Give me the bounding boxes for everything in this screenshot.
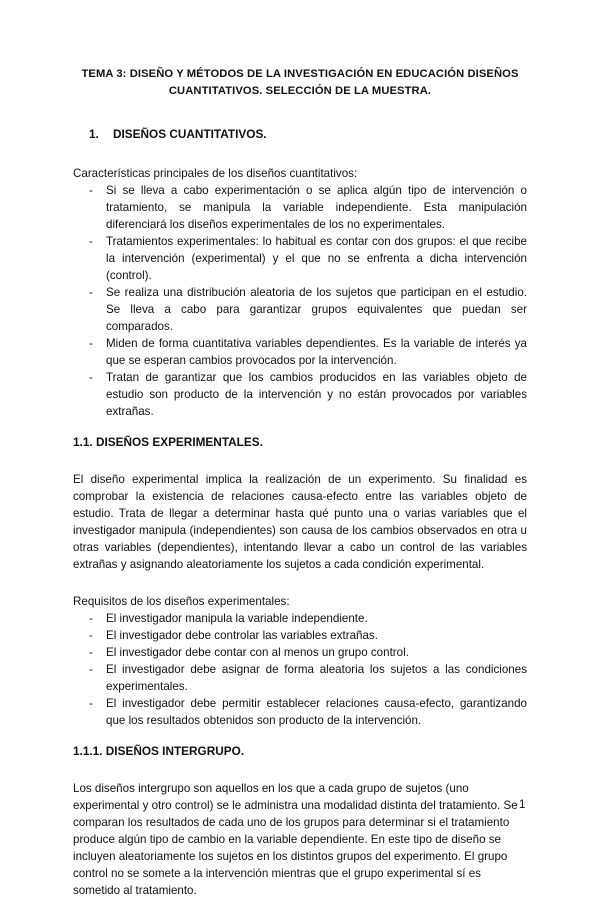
requirements-list <box>73 610 527 729</box>
document-page <box>73 66 527 899</box>
section-number: 1. <box>89 127 99 141</box>
list-item: - Si se lleva a cabo experimentación o se aplica algún tipo de intervención o tratamiento, se manipula la variable independiente. Esta manipulación diferenciará los diseños experimentales de los no experimentales. <box>73 182 527 233</box>
list-item: - El investigador debe contar con al menos un grupo control. <box>73 644 527 661</box>
list-item: - El investigador manipula la variable independiente. <box>73 610 527 627</box>
intergroup-paragraph: Los diseños intergrupo son aquellos en los que a cada grupo de sujetos (uno experimental y otro control) se le administra una modalidad distinta del tratamiento. Se comparan los resultados de cada uno de los grupos para determinar si el tratamiento produce algún tipo de cambio en la variable dependiente. En este tipo de diseño se incluyen aleatoriamente los sujetos en los distintos grupos del experimento. El grupo control no se somete a la intervención mientras que el grupo experimental sí es sometido al tratamiento. <box>73 782 518 897</box>
experimental-design-paragraph: El diseño experimental implica la realización de un experimento. Su finalidad es comprobar la existencia de relaciones causa-efecto entre las variables objeto de estudio. Trata de llegar a determinar hasta qué punto una o varias variables que el investigador manipula (independientes) son causa de los cambios observados en otra u otras variables (dependientes), intentando llevar a cabo un control de las variables extrañas y asignando aleatoriamente los sujetos a cada condición experimental. <box>73 473 527 571</box>
section-heading-1-1-1: 1.1.1. DISEÑOS INTERGRUPO. <box>73 744 245 758</box>
list-item: - Miden de forma cuantitativa variables dependientes. Es la variable de interés ya que se esperan cambios provocados por la intervención. <box>73 335 527 369</box>
list-item: - El investigador debe asignar de forma aleatoria los sujetos a las condiciones experimentales. <box>73 661 527 695</box>
requirements-intro: Requisitos de los diseños experimentales: <box>73 595 290 608</box>
list-item: - El investigador debe controlar las variables extrañas. <box>73 627 527 644</box>
list-item: - El investigador debe permitir establecer relaciones causa-efecto, garantizando que los resultados obtenidos son producto de la intervención. <box>73 695 527 729</box>
document-title: TEMA 3: DISEÑO Y MÉTODOS DE LA INVESTIGACIÓN EN EDUCACIÓN DISEÑOS CUANTITATIVOS. SELECCIÓN DE LA MUESTRA. <box>81 68 519 97</box>
list-item: - Se realiza una distribución aleatoria de los sujetos que participan en el estudio. Se lleva a cabo para garantizar grupos equivalentes que puedan ser comparados. <box>73 284 527 335</box>
section-heading-text: DISEÑOS CUANTITATIVOS. <box>113 127 267 141</box>
list-item: - Tratamientos experimentales: lo habitual es contar con dos grupos: el que recibe la intervención (experimental) y el que no se enfrenta a dicha intervención (control). <box>73 233 527 284</box>
page-number: 1 <box>519 798 526 811</box>
characteristics-intro: Características principales de los diseños cuantitativos: <box>73 167 358 180</box>
section-heading-1 <box>89 126 527 143</box>
list-item: - Tratan de garantizar que los cambios producidos en las variables objeto de estudio son producto de la intervención y no están provocados por variables extrañas. <box>73 369 527 420</box>
characteristics-list <box>73 182 527 420</box>
section-heading-1-1: 1.1. DISEÑOS EXPERIMENTALES. <box>73 435 263 449</box>
